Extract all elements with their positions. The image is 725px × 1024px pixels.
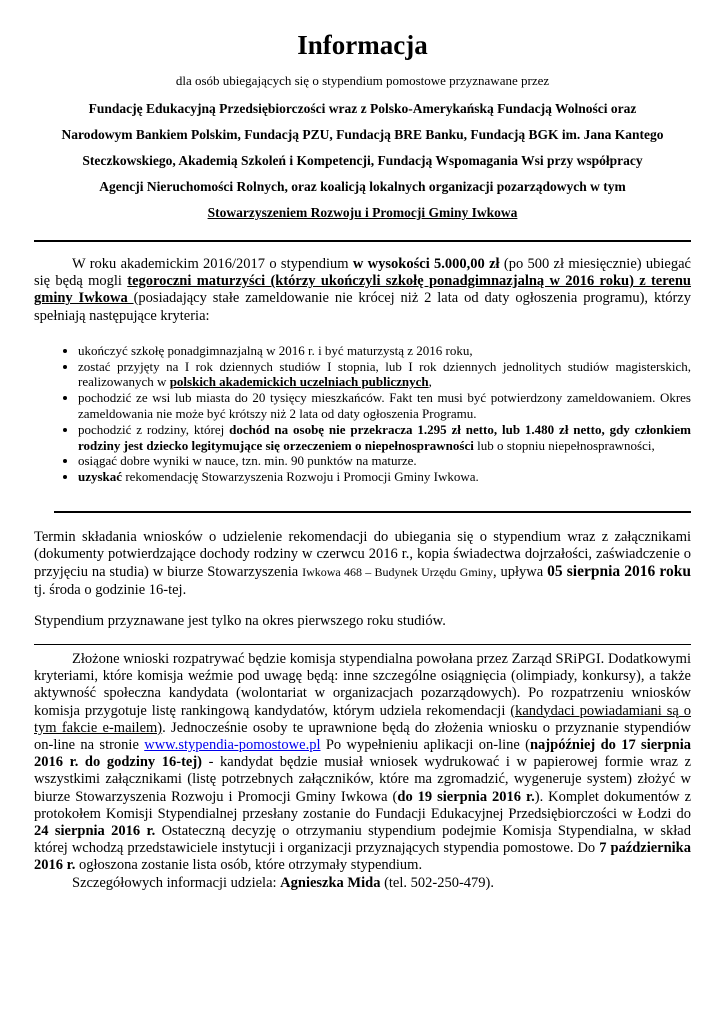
email-notice: (kandydaci powiadamiani są o tym fakcie e-mailem) (34, 702, 692, 736)
contact-paragraph: Szczegółowych informacji udziela: Agnieszka Mida (tel. 502-250-479). (72, 874, 495, 891)
criteria-list (34, 343, 691, 485)
first-year-note: Stypendium przyznawane jest tylko na okres pierwszego roku studiów. (34, 612, 446, 629)
divider-bottom (34, 644, 691, 645)
eligible-group: tegoroczni maturzyści (którzy ukończyli szkołę ponadgimnazjalną w 2016 roku) z terenu gminy Iwkowa (34, 273, 691, 307)
document-page (34, 30, 691, 892)
intro-text: W roku akademickim 2016/2017 o stypendium (72, 256, 353, 272)
criterion-item: • uzyskać rekomendację Stowarzyszenia Rozwoju i Promocji Gminy Iwkowa. (78, 469, 691, 485)
org-line-association: Stowarzyszeniem Rozwoju i Promocji Gminy Iwkowa (207, 205, 518, 220)
intro-text: (posiadający stałe zameldowanie nie krócej niż 2 lata od daty ogłoszenia programu), którzy spełniają następujące kryteria: (34, 290, 691, 324)
intro-paragraph (34, 256, 691, 325)
org-line: Fundację Edukacyjną Przedsiębiorczości wraz z Polsko-Amerykańską Fundacją Wolności oraz (88, 101, 637, 116)
results-date: 7 października 2016 r. (34, 840, 691, 874)
criterion-item: • zostać przyjęty na I rok dziennych studiów I stopnia, lub I rok dziennych jednolitych studiów magisterskich, realizowanych w polskich akademickich uczelniach publicznych, (78, 359, 691, 391)
deadline-paragraph: Termin składania wniosków o udzielenie rekomendacji do ubiegania się o stypendium wraz z załącznikami (dokumenty potwierdzające dochody rodziny w czerwcu 2016 r., kopia świadectwa dojrzałości, zaświadczenie o przyjęciu na studia) w biurze Stowarzyszenia Iwkowa 468 – Budynek Urzędu Gminy, upływa 05 sierpnia 2016 roku tj. środa o godzinie 16-tej. (34, 528, 691, 598)
divider-top (34, 240, 691, 242)
criterion-item: • pochodzić z rodziny, której dochód na osobę nie przekracza 1.295 zł netto, lub 1.480 zł netto, gdy członkiem rodziny jest dziecko legitymujące się orzeczeniem o niepełnosprawności lub o stopniu niepełnosprawności, (78, 422, 691, 454)
procedure-paragraph: Złożone wnioski rozpatrywać będzie komisja stypendialna powołana przez Zarząd SRiPGI. Dodatkowymi kryteriami, które komisja weźmie pod uwagę będą: inne szczególne osiągnięcia (olimpiady, konkursy), a także aktywność społeczna kandydata (wolontariat w organizacjach pozarządowych). Po rozpatrzeniu wniosków komisja przygotuje listę rankingową kandydatów, którym udziela rekomendacji (kandydaci powiadamiani są o tym fakcie e-mailem). Jednocześnie osoby te uprawnione będą do złożenia wniosku o przyznanie stypendiów on-line na stronie www.stypendia-pomostowe.pl Po wypełnieniu aplikacji on-line (najpóźniej do 17 sierpnia 2016 r. do godziny 16-tej) - kandydat będzie musiał wniosek wydrukować i w papierowej formie wraz z wszystkimi załącznikami (listę potrzebnych załączników, które ma zgromadzić, wygeneruje system) złożyć w biurze Stowarzyszenia Rozwoju i Promocji Gminy Iwkowa (do 19 sierpnia 2016 r.). Komplet dokumentów z protokołem Komisji Stypendialnej przesłany zostanie do Fundacji Edukacyjnej Przedsiębiorczości w Łodzi do 24 sierpnia 2016 r. Ostateczną decyzję o otrzymaniu stypendium podejmie Komisja Stypendialna, w skład której wchodzą przedstawiciele instytucji i organizacji przyznających stypendia pomostowe. Do 7 października 2016 r. ogłoszona zostanie lista osób, które otrzymały stypendium. (34, 651, 692, 874)
divider-middle (54, 511, 691, 513)
org-line: Agencji Nieruchomości Rolnych, oraz koalicją lokalnych organizacji pozarządowych w tym (99, 179, 626, 194)
stipend-amount: w wysokości 5.000,00 zł (352, 256, 500, 272)
org-line: Narodowym Bankiem Polskim, Fundacją PZU, Fundacją BRE Banku, Fundacją BGK im. Jana Kantego (61, 127, 664, 142)
office-address: Iwkowa 468 – Budynek Urzędu Gminy (302, 565, 494, 580)
criterion-item: • ukończyć szkołę ponadgimnazjalną w 2016 r. i być maturzystą z 2016 roku, (78, 343, 691, 359)
org-line: Steczkowskiego, Akademią Szkoleń i Kompetencji, Fundacją Wspomagania Wsi przy współpracy (82, 153, 643, 168)
deadline-date: 05 sierpnia 2016 roku (547, 563, 691, 581)
document-title: Informacja (297, 30, 428, 60)
stypendia-link[interactable]: www.stypendia-pomostowe.pl (144, 737, 321, 754)
paper-deadline: do 19 sierpnia 2016 r. (397, 788, 535, 805)
organizations-block (34, 96, 691, 226)
protocol-date: 24 sierpnia 2016 r. (34, 823, 156, 840)
income-limit: dochód na osobę nie przekracza 1.295 zł netto, lub 1.480 zł netto, gdy członkiem rodziny jest dziecko legitymujące się orzeczeniem o niepełnosprawności (78, 421, 691, 453)
criterion-item: • pochodzić ze wsi lub miasta do 20 tysięcy mieszkańców. Fakt ten musi być potwierdzony zameldowaniem. Okres zameldowania nie może być krótszy niż 2 lata od daty ogłoszenia Programu. (78, 390, 691, 422)
public-universities: polskich akademickich uczelniach publicznych (169, 374, 429, 390)
intro-text: (po 500 zł miesięcznie) ubiegać się będą mogli (34, 256, 691, 290)
contact-name: Agnieszka Mida (280, 874, 381, 891)
criterion-item: • osiągać dobre wyniki w nauce, tzn. min. 90 punktów na maturze. (78, 453, 691, 469)
subtitle: dla osób ubiegających się o stypendium pomostowe przyznawane przez (175, 73, 550, 88)
online-deadline: najpóźniej do 17 sierpnia 2016 r. do godziny 16-tej) (34, 737, 691, 771)
